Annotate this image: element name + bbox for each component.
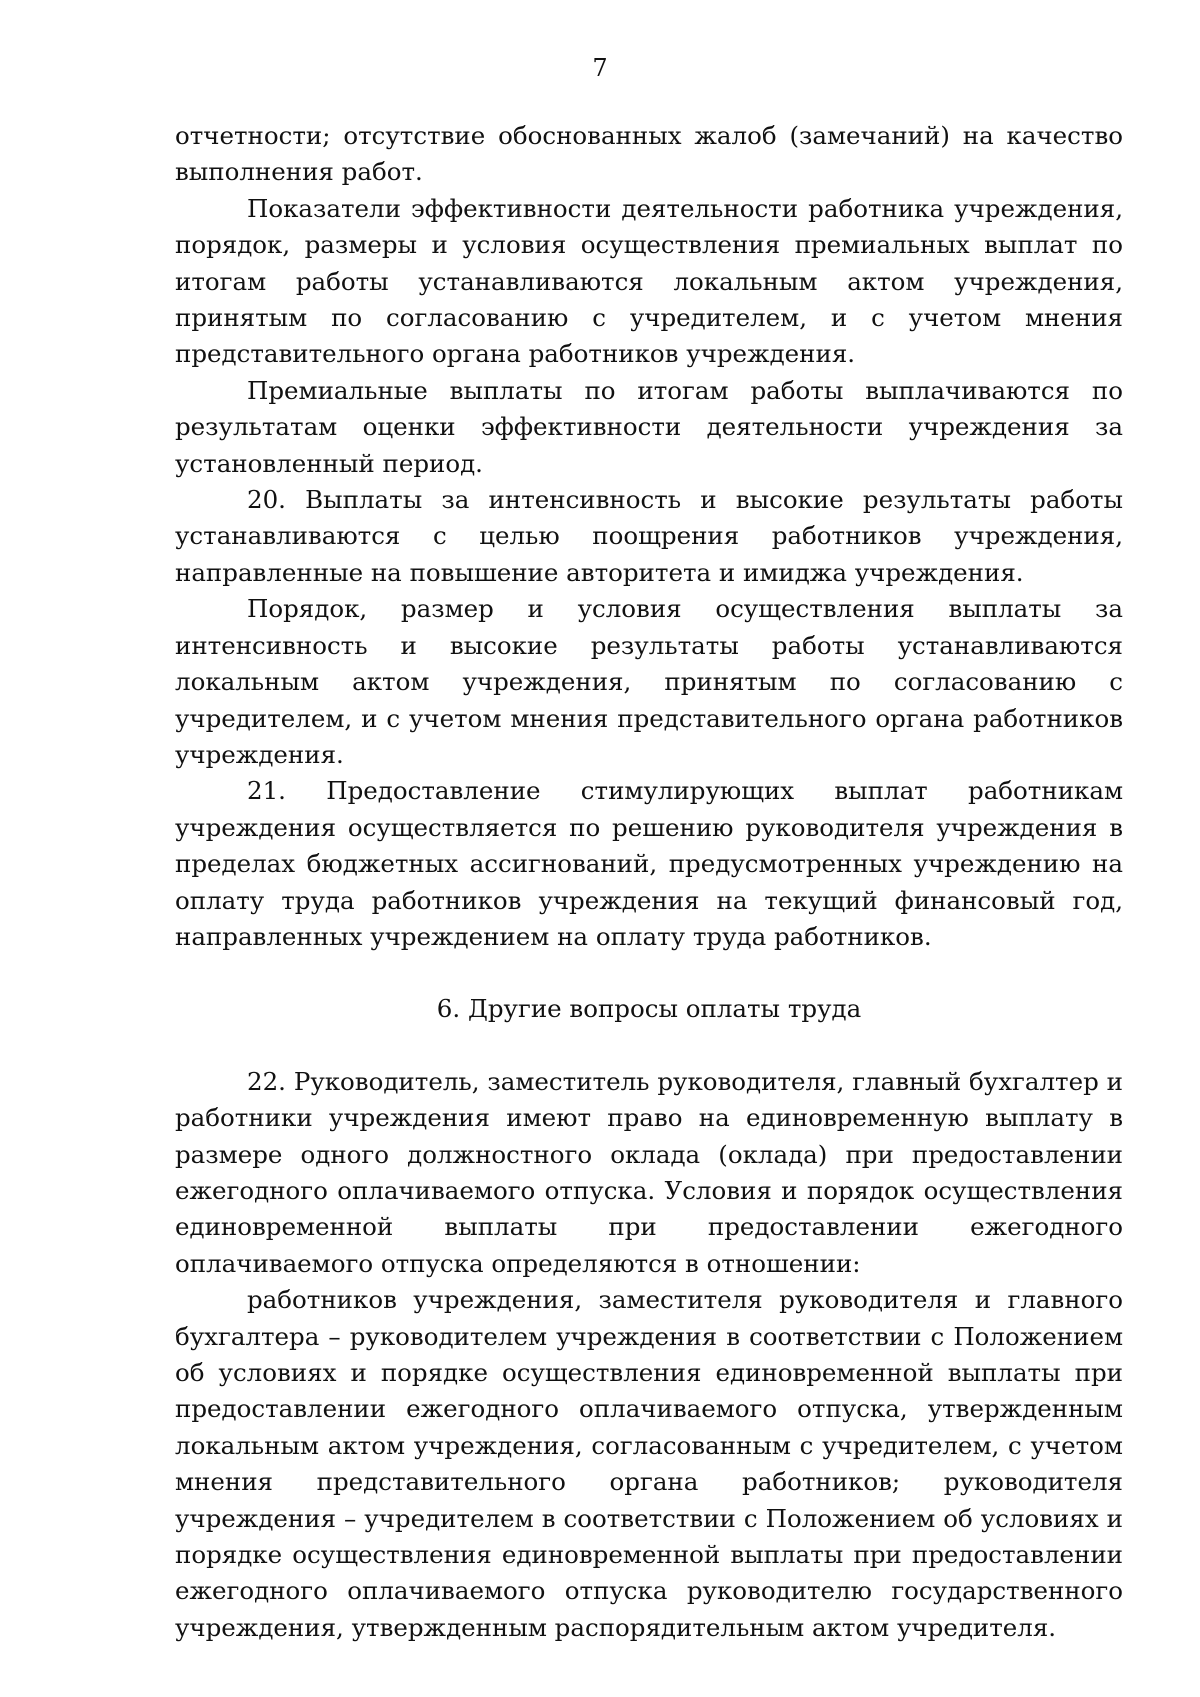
section-heading: 6. Другие вопросы оплаты труда xyxy=(436,994,862,1024)
document-body xyxy=(175,118,1123,1646)
page-number: 7 xyxy=(592,54,608,82)
paragraph-item-20: 20. Выплаты за интенсивность и высокие результаты работы устанавливаются с целью поощрения работников учреждения, направленные на повышение авторитета и имиджа учреждения. xyxy=(175,485,1123,587)
paragraph-item-21: 21. Предоставление стимулирующих выплат работникам учреждения осуществляется по решению руководителя учреждения в пределах бюджетных ассигнований, предусмотренных учреждению на оплату труда работников учреждения на текущий финансовый год, направленных учреждением на оплату труда работников. xyxy=(175,776,1123,951)
paragraph: Премиальные выплаты по итогам работы выплачиваются по результатам оценки эффективности деятельности учреждения за установленный период. xyxy=(175,375,1123,478)
paragraph: Порядок, размер и условия осуществления выплаты за интенсивность и высокие результаты работы устанавливаются локальным актом учреждения, принятым по согласованию с учредителем, и с учетом мнения представительного органа работников учреждения. xyxy=(175,594,1123,769)
paragraph: работников учреждения, заместителя руководителя и главного бухгалтера – руководителем учреждения в соответствии с Положением об условиях и порядке осуществления единовременной выплаты при предоставлении ежегодного оплачиваемого отпуска, утвержденным локальным актом учреждения, согласованным с учредителем, с учетом мнения представительного органа работников; руководителя учреждения – учредителем в соответствии с Положением об условиях и порядке осуществления единовременной выплаты при предоставлении ежегодного оплачиваемого отпуска руководителю государственного учреждения, утвержденным распорядительным актом учредителя. xyxy=(175,1285,1123,1642)
paragraph: отчетности; отсутствие обоснованных жалоб (замечаний) на качество выполнения работ. xyxy=(175,121,1123,187)
paragraph-item-22: 22. Руководитель, заместитель руководителя, главный бухгалтер и работники учреждения имеют право на единовременную выплату в размере одного должностного оклада (оклада) при предоставлении ежегодного оплачиваемого отпуска. Условия и порядок осуществления единовременной выплаты при предоставлении ежегодного оплачиваемого отпуска определяются в отношении: xyxy=(175,1066,1123,1278)
paragraph: Показатели эффективности деятельности работника учреждения, порядок, размеры и условия осуществления премиальных выплат по итогам работы устанавливаются локальным актом учреждения, принятым по согласованию с учредителем, и с учетом мнения представительного органа работников учреждения. xyxy=(175,193,1123,369)
